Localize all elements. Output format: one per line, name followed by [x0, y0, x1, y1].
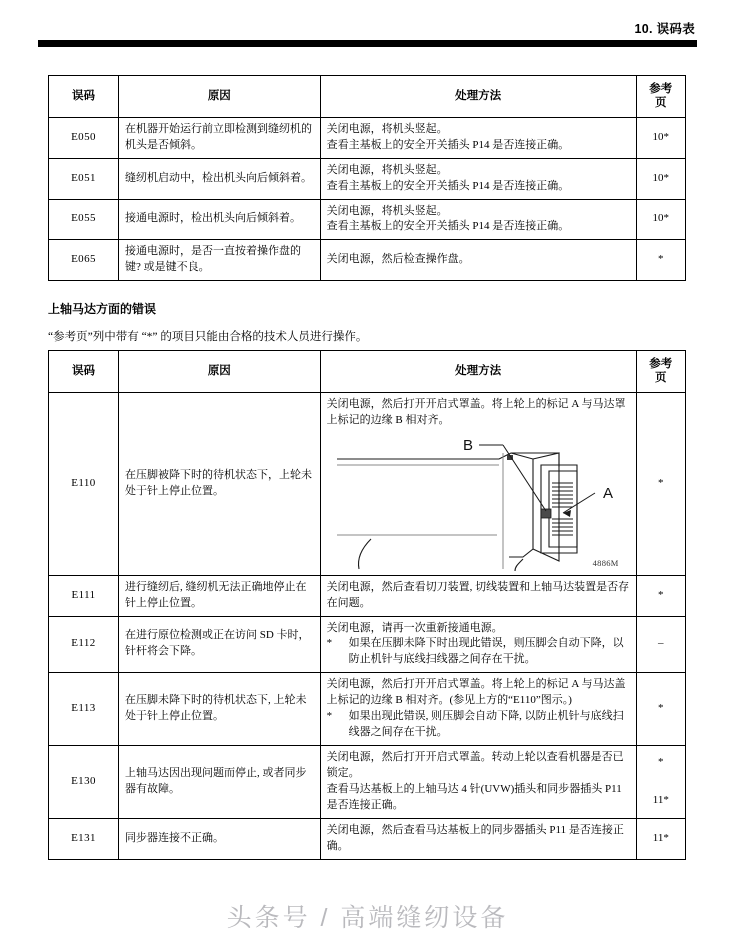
reference-page: 11*	[636, 818, 685, 859]
column-header-ref-line2: 页	[655, 372, 667, 385]
action-note-text: 如果在压脚未降下时出现此错误，则压脚会自动下降，以防止机针与底线扫线器之间存在干扰。	[348, 637, 624, 666]
column-header-ref-line1: 参考	[649, 358, 673, 370]
error-action	[320, 158, 636, 199]
reference-page	[636, 746, 685, 819]
error-action	[320, 575, 636, 616]
error-code: E110	[49, 392, 119, 575]
error-code: E051	[49, 158, 119, 199]
error-action	[320, 117, 636, 158]
table-header-row	[49, 351, 686, 393]
table-row	[49, 158, 686, 199]
error-cause: 缝纫机启动中，检出机头向后倾斜着。	[118, 158, 320, 199]
action-line: 关闭电源，然后查看切刀装置, 切线装置和上轴马达装置是否存在问题。	[326, 580, 630, 609]
action-line: 关闭电源，然后查看马达基板上的同步器插头 P11 是否连接正确。	[326, 823, 624, 852]
error-cause: 在机器开始运行前立即检测到缝纫机的机头是否倾斜。	[118, 117, 320, 158]
section-note: “参考页”列中带有 “*” 的项目只能由合格的技术人员进行操作。	[48, 331, 368, 343]
table-row	[49, 818, 686, 859]
table-header-row	[49, 76, 686, 118]
table-row	[49, 616, 686, 673]
error-code: E131	[49, 818, 119, 859]
diagram-svg	[327, 431, 623, 571]
section-title: 上轴马达方面的错误	[48, 302, 157, 316]
error-cause: 同步器连接不正确。	[118, 818, 320, 859]
error-cause: 在压脚被降下时的待机状态下，上轮未处于针上停止位置。	[118, 392, 320, 575]
column-header-ref-line1: 参考	[649, 83, 673, 95]
diagram-label-a: A	[602, 484, 613, 502]
column-header-ref	[636, 351, 685, 393]
reference-page: *	[636, 392, 685, 575]
action-line: 关闭电源，然后打开开启式罩盖。转动上轮以查看机器是否已锁定。	[326, 751, 624, 779]
header-rule	[38, 40, 697, 47]
table-row	[49, 117, 686, 158]
error-action	[320, 392, 636, 575]
asterisk-marker: *	[326, 637, 333, 650]
action-note	[327, 709, 630, 741]
table-row	[49, 575, 686, 616]
error-action	[320, 616, 636, 673]
error-code: E065	[49, 240, 119, 281]
machine-head-diagram	[327, 431, 623, 571]
reference-page: 10*	[636, 199, 685, 240]
reference-page: 10*	[636, 158, 685, 199]
error-table-power	[48, 75, 686, 281]
error-code: E113	[49, 673, 119, 746]
column-header-code: 误码	[49, 76, 119, 118]
error-cause: 接通电源时，检出机头向后倾斜着。	[118, 199, 320, 240]
table-row	[49, 240, 686, 281]
error-cause: 在压脚未降下时的待机状态下, 上轮未处于针上停止位置。	[118, 673, 320, 746]
action-line: 关闭电源，然后打开开启式罩盖。将上轮上的标记 A 与马达罩上标记的边缘 B 相对齐。	[326, 397, 626, 426]
reference-page-primary: *	[658, 756, 664, 768]
error-action	[320, 199, 636, 240]
error-cause: 进行缝纫后, 缝纫机无法正确地停止在针上停止位置。	[118, 575, 320, 616]
figure-id: 4886M	[592, 558, 619, 569]
action-line: 查看主基板上的安全开关插头 P14 是否连接正确。	[326, 220, 570, 233]
action-note-text: 如果出现此错误, 则压脚会自动下降, 以防止机针与底线扫线器之间存在干扰。	[348, 710, 624, 739]
diagram-label-b: B	[462, 436, 473, 454]
error-code: E111	[49, 575, 119, 616]
reference-page: *	[636, 240, 685, 281]
watermark: 头条号 / 高端缝纫设备	[226, 904, 509, 932]
chapter-title: 10. 误码表	[634, 22, 695, 36]
action-line: 关闭电源，请再一次重新接通电源。	[326, 621, 503, 634]
action-line: 查看主基板上的安全开关插头 P14 是否连接正确。	[326, 179, 570, 192]
page-header	[38, 22, 697, 47]
action-line: 查看主基板上的安全开关插头 P14 是否连接正确。	[326, 138, 570, 151]
table-row	[49, 673, 686, 746]
action-line: 关闭电源，然后打开开启式罩盖。将上轮上的标记 A 与马达盖上标记的边缘 B 相对齐。(参见上方的“E110”图示。)	[326, 678, 626, 707]
error-cause: 上轴马达因出现问题而停止, 或者同步器有故障。	[118, 746, 320, 819]
action-line: 关闭电源，将机头竖起。	[326, 204, 448, 217]
reference-page: *	[636, 575, 685, 616]
error-action	[320, 818, 636, 859]
error-action	[320, 673, 636, 746]
error-code: E055	[49, 199, 119, 240]
asterisk-marker: *	[326, 710, 333, 723]
column-header-cause: 原因	[118, 76, 320, 118]
column-header-ref	[636, 76, 685, 118]
action-note	[327, 636, 630, 668]
table-row	[49, 199, 686, 240]
action-line: 关闭电源，将机头竖起。	[326, 122, 448, 135]
error-cause: 接通电源时，是否一直按着操作盘的键? 或是键不良。	[118, 240, 320, 281]
error-code: E112	[49, 616, 119, 673]
table-row	[49, 392, 686, 575]
column-header-action: 处理方法	[320, 351, 636, 393]
column-header-cause: 原因	[118, 351, 320, 393]
error-code: E050	[49, 117, 119, 158]
table-row	[49, 746, 686, 819]
action-line: 关闭电源，将机头竖起。	[326, 163, 448, 176]
action-line: 关闭电源，然后检查操作盘。	[326, 253, 470, 266]
error-action	[320, 240, 636, 281]
reference-page: *	[636, 673, 685, 746]
error-table-motor	[48, 350, 686, 860]
error-cause: 在进行原位检测或正在访问 SD 卡时，针杆将会下降。	[118, 616, 320, 673]
error-action	[320, 746, 636, 819]
reference-page: 10*	[636, 117, 685, 158]
reference-page-secondary: 11*	[652, 793, 669, 806]
reference-page: –	[636, 616, 685, 673]
action-line: 查看马达基板上的上轴马达 4 针(UVW)插头和同步器插头 P11 是否连接正确。	[326, 782, 622, 811]
column-header-ref-line2: 页	[655, 97, 667, 110]
error-code: E130	[49, 746, 119, 819]
column-header-action: 处理方法	[320, 76, 636, 118]
column-header-code: 误码	[49, 351, 119, 393]
